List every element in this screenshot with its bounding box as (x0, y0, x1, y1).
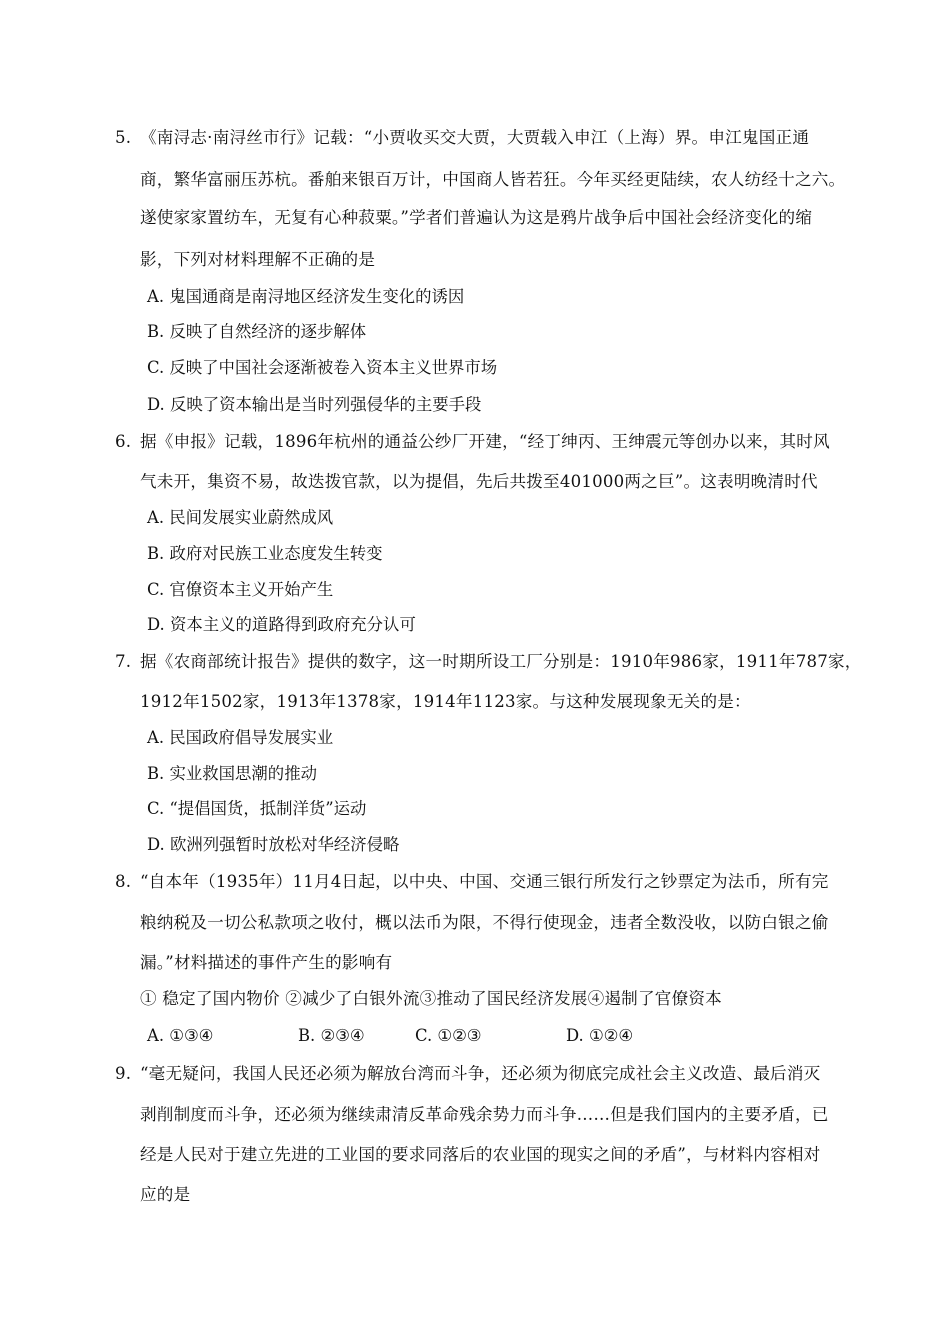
option-a[interactable]: A. 鬼国通商是南浔地区经济发生变化的诱因 (147, 287, 465, 306)
option-c[interactable]: C. 官僚资本主义开始产生 (147, 580, 334, 599)
question-number: 5. (115, 128, 132, 147)
option-b[interactable]: B. 实业救国思潮的推动 (147, 764, 317, 783)
question-number: 8. (115, 872, 132, 891)
option-d[interactable]: D. 反映了资本输出是当时列强侵华的主要手段 (147, 395, 482, 414)
question-text-line: “毫无疑问，我国人民还必须为解放台湾而斗争，还必须为彻底完成社会主义改造、最后消灭 (140, 1064, 821, 1083)
option-d[interactable]: D. ①②④ (566, 1026, 634, 1045)
question-text-line: 应的是 (140, 1185, 191, 1204)
question-text-line: 据《农商部统计报告》提供的数字，这一时期所设工厂分别是：1910年986家，1911年787家， (140, 652, 862, 671)
question-text-line: 1912年1502家，1913年1378家，1914年1123家。与这种发展现象无关的是： (140, 692, 751, 711)
option-b[interactable]: B. 反映了自然经济的逐步解体 (147, 322, 367, 341)
question-text-line: 据《申报》记载，1896年杭州的通益公纱厂开建，“经丁绅丙、王绅震元等创办以来，其时风 (140, 432, 830, 451)
question-text-line: 商，繁华富丽压苏杭。番舶来银百万计，中国商人皆若狂。今年买经更陆续，农人纺经十之六。 (140, 170, 846, 189)
question-text-line: 影，下列对材料理解不正确的是 (140, 250, 376, 269)
option-a[interactable]: A. 民间发展实业蔚然成风 (147, 508, 334, 527)
option-a[interactable]: A. ①③④ (147, 1026, 214, 1045)
question-text-line: 粮纳税及一切公私款项之收付，概以法币为限，不得行使现金，违者全数没收，以防白银之偷 (140, 913, 829, 932)
option-d[interactable]: D. 资本主义的道路得到政府充分认可 (147, 615, 416, 634)
question-text-line: “自本年（1935年）11月4日起，以中央、中国、交通三银行所发行之钞票定为法币，所有完 (140, 872, 829, 891)
question-text-line: 气未开，集资不易，故迭拨官款，以为提倡，先后共拨至401000两之巨”。这表明晚清时代 (140, 472, 818, 491)
question-text-line: 遂使家家置纺车，无复有心种菽粟。”学者们普遍认为这是鸦片战争后中国社会经济变化的缩 (140, 208, 813, 227)
question-number: 9. (115, 1064, 132, 1083)
question-text-line: 漏。”材料描述的事件产生的影响有 (140, 953, 393, 972)
option-c[interactable]: C. ①②③ (415, 1026, 482, 1045)
option-c[interactable]: C. “提倡国货，抵制洋货”运动 (147, 799, 367, 818)
option-b[interactable]: B. 政府对民族工业态度发生转变 (147, 544, 383, 563)
option-c[interactable]: C. 反映了中国社会逐渐被卷入资本主义世界市场 (147, 358, 498, 377)
question-number: 7. (115, 652, 132, 671)
option-b[interactable]: B. ②③④ (298, 1026, 365, 1045)
question-text-line: 剥削制度而斗争，还必须为继续肃清反革命残余势力而斗争……但是我们国内的主要矛盾，已 (140, 1105, 829, 1124)
option-a[interactable]: A. 民国政府倡导发展实业 (147, 728, 334, 747)
option-d[interactable]: D. 欧洲列强暂时放松对华经济侵略 (147, 835, 400, 854)
question-text-line: 经是人民对于建立先进的工业国的要求同落后的农业国的现实之间的矛盾”，与材料内容相对 (140, 1145, 821, 1164)
question-number: 6. (115, 432, 132, 451)
question-text-line: ① 稳定了国内物价 ②减少了白银外流③推动了国民经济发展④遏制了官僚资本 (140, 989, 722, 1008)
question-text-line: 《南浔志·南浔丝市行》记载：“小贾收买交大贾，大贾载入申江（上海）界。申江鬼国正通 (140, 128, 810, 147)
